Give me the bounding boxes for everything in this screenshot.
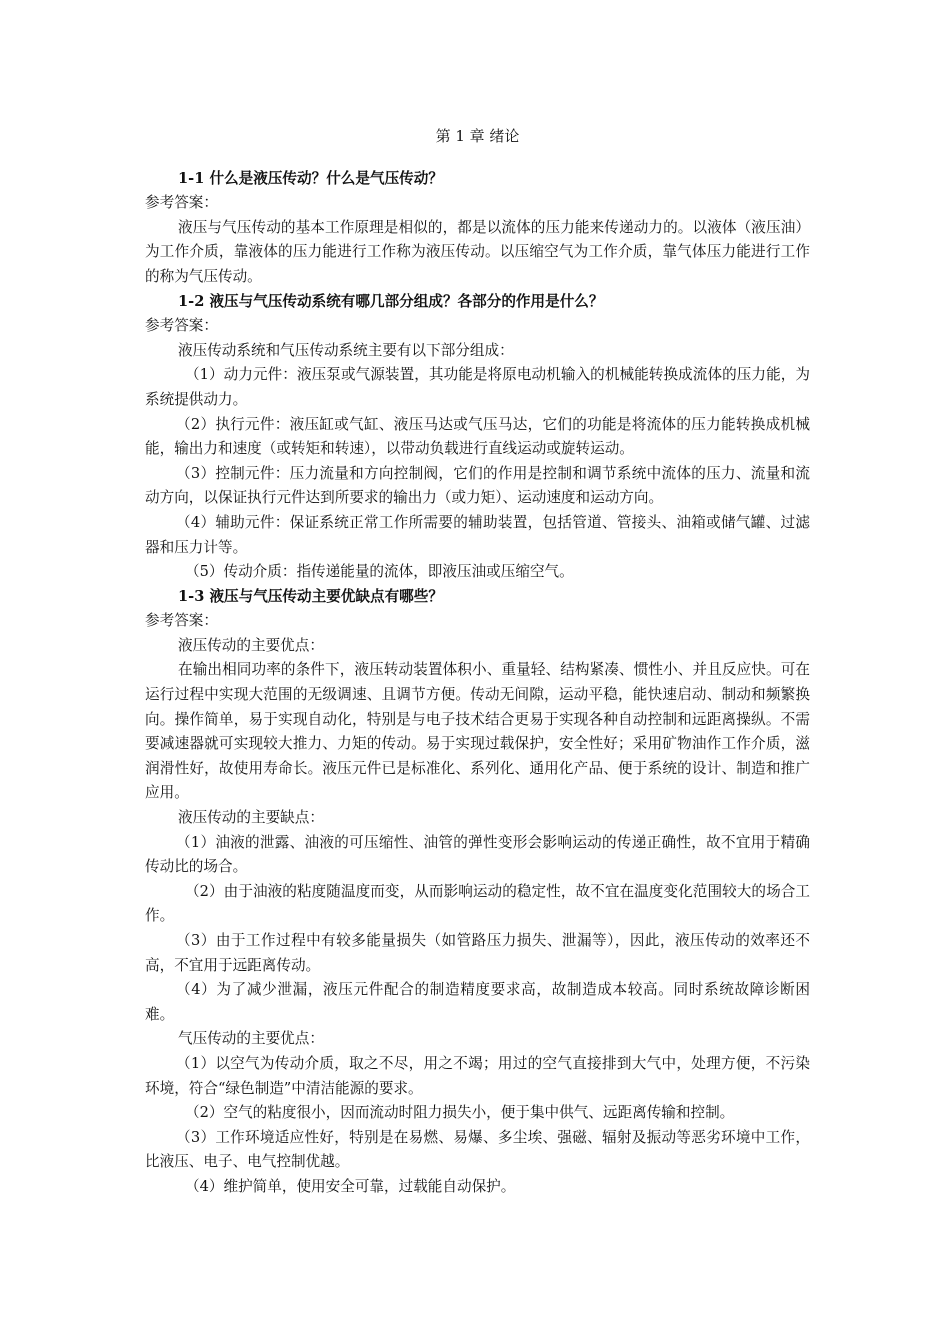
question-1-2: 1-2 液压与气压传动系统有哪几部分组成？各部分的作用是什么？ (178, 292, 604, 310)
answer-label: 参考答案： (145, 194, 218, 212)
section-label: 液压传动的主要缺点： (178, 809, 324, 827)
list-item: （3）由于工作过程中有较多能量损失（如管路压力损失、泄漏等），因此，液压传动的效率还不高，不宜用于远距离传动。 (145, 932, 810, 974)
list-item: （2）空气的粘度很小，因而流动时阻力损失小，便于集中供气、远距离传输和控制。 (185, 1104, 735, 1122)
list-item: （1）动力元件：液压泵或气源装置，其功能是将原电动机输入的机械能转换成流体的压力能，为系统提供动力。 (145, 366, 810, 408)
list-item: （5）传动介质：指传递能量的流体，即液压油或压缩空气。 (185, 563, 574, 581)
answer-label: 参考答案： (145, 317, 218, 335)
question-1-3: 1-3 液压与气压传动主要优缺点有哪些？ (178, 587, 443, 605)
list-item: （1）油液的泄露、油液的可压缩性、油管的弹性变形会影响运动的传递正确性，故不宜用于精确传动比的场合。 (145, 833, 810, 876)
list-item: （4）维护简单，使用安全可靠，过载能自动保护。 (185, 1177, 516, 1195)
question-1-1: 1-1 什么是液压传动？什么是气压传动？ (178, 169, 443, 187)
list-item: （3）控制元件：压力流量和方向控制阀，它们的作用是控制和调节系统中流体的压力、流量和流动方向，以保证执行元件达到所要求的输出力（或力矩）、运动速度和运动方向。 (145, 464, 810, 507)
answer-paragraph: 在输出相同功率的条件下，液压转动装置体积小、重量轻、结构紧凑、惯性小、并且反应快。可在运行过程中实现大范围的无级调速、且调节方便。传动无间隙，运动平稳，能快速启动、制动和频繁换向。操作简单，易于实现自动化，特别是与电子技术结合更易于实现各种自动控制和远距离操纵。不需要减速器就可实现较大推力、力矩的传动。易于实现过载保护，安全性好；采用矿物油作工作介质，滋润滑性好，故使用寿命长。液压元件已是标准化、系列化、通用化产品、便于系统的设计、制造和推广应用。 (145, 661, 810, 802)
answer-paragraph: 液压与气压传动的基本工作原理是相似的，都是以流体的压力能来传递动力的。以液体（液压油）为工作介质，靠液体的压力能进行工作称为液压传动。以压缩空气为工作介质，靠气体压力能进行工作的称为气压传动。 (145, 218, 810, 285)
list-item: （1）以空气为传动介质，取之不尽，用之不竭；用过的空气直接排到大气中，处理方便，不污染环境，符合“绿色制造”中清洁能源的要求。 (145, 1054, 810, 1097)
chapter-title: 第 1 章 绪论 (435, 127, 520, 145)
answer-label: 参考答案： (145, 612, 218, 630)
list-item: （4）辅助元件：保证系统正常工作所需要的辅助装置，包括管道、管接头、油箱或储气罐、过滤器和压力计等。 (145, 513, 810, 556)
list-item: （4）为了减少泄漏，液压元件配合的制造精度要求高，故制造成本较高。同时系统故障诊断困难。 (145, 981, 810, 1023)
list-item: （3）工作环境适应性好，特别是在易燃、易爆、多尘埃、强磁、辐射及振动等恶劣环境中工作，比液压、电子、电气控制优越。 (145, 1128, 810, 1171)
section-label: 气压传动的主要优点： (178, 1030, 324, 1048)
answer-intro: 液压传动系统和气压传动系统主要有以下部分组成： (178, 341, 514, 359)
list-item: （2）执行元件：液压缸或气缸、液压马达或气压马达，它们的功能是将流体的压力能转换成机械能，输出力和速度（或转矩和转速），以带动负载进行直线运动或旋转运动。 (145, 415, 810, 458)
section-label: 液压传动的主要优点： (178, 636, 324, 654)
document-page (145, 118, 810, 1200)
list-item: （2）由于油液的粘度随温度而变，从而影响运动的稳定性，故不宜在温度变化范围较大的场合工作。 (145, 882, 810, 925)
